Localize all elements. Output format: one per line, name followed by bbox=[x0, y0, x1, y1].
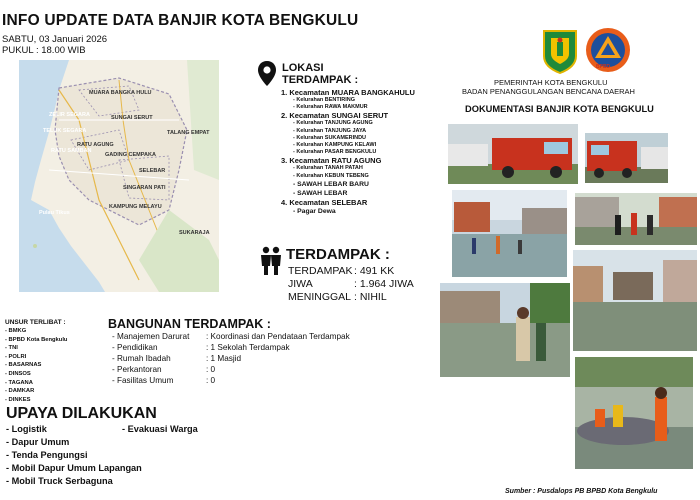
kelurahan-item: - Kelurahan TANJUNG AGUNG bbox=[293, 120, 373, 127]
map-label: SUNGAI SERUT bbox=[111, 115, 153, 121]
upaya-item: - Evakuasi Warga bbox=[122, 424, 198, 434]
source-note: Sumber : Pusdalops PB BPBD Kota Bengkulu bbox=[505, 488, 658, 495]
photo-rubber-boat bbox=[575, 357, 693, 469]
location-pin-icon bbox=[257, 60, 277, 88]
terdampak-title: TERDAMPAK : bbox=[286, 246, 390, 263]
bangunan-label: - Manajemen Darurat bbox=[112, 332, 190, 341]
upaya-title: UPAYA DILAKUKAN bbox=[6, 405, 157, 422]
photo-rescue-team bbox=[575, 193, 697, 245]
map-label: SINGARAN PATI bbox=[123, 185, 166, 191]
unsur-title: UNSUR TERLIBAT : bbox=[5, 319, 66, 326]
upaya-item: - Mobil Dapur Umum Lapangan bbox=[6, 463, 142, 473]
kelurahan-item: - Kelurahan BENTIRING bbox=[293, 97, 356, 103]
kelurahan-item: - Kelurahan PASAR BENGKULU bbox=[293, 149, 377, 156]
lokasi-subtitle: TERDAMPAK : bbox=[282, 74, 359, 86]
page-title: INFO UPDATE DATA BANJIR KOTA BENGKULU bbox=[2, 12, 359, 29]
kelurahan-item: - Kelurahan RAWA MAKMUR bbox=[293, 104, 368, 111]
kelurahan-item: - Kelurahan TANAH PATAH bbox=[293, 165, 363, 172]
bangunan-title: BANGUNAN TERDAMPAK : bbox=[108, 317, 271, 331]
kelurahan-item: - Kelurahan KEBUN TEBENG bbox=[293, 172, 369, 179]
terdampak-value: : 491 KK bbox=[354, 265, 395, 277]
unsur-item: - DINSOS bbox=[5, 370, 31, 377]
terdampak-row bbox=[288, 291, 387, 303]
upaya-item: - Dapur Umum bbox=[6, 437, 70, 447]
dokumentasi-title: DOKUMENTASI BANJIR KOTA BENGKULU bbox=[465, 104, 654, 114]
terdampak-row bbox=[288, 278, 414, 290]
map-label: SELEBAR bbox=[139, 168, 166, 174]
photo-flooded-houses bbox=[573, 250, 697, 351]
map-label: KAMPUNG MELAYU bbox=[109, 204, 162, 210]
unsur-item: - BPBD Kota Bengkulu bbox=[5, 336, 68, 343]
bangunan-value: : 0 bbox=[206, 365, 216, 374]
bangunan-value: : 1 Masjid bbox=[206, 354, 242, 363]
bangunan-row bbox=[112, 332, 350, 341]
terdampak-value: : NIHIL bbox=[354, 291, 387, 303]
terdampak-label: TERDAMPAK bbox=[288, 265, 353, 277]
kota-bengkulu-logo-icon bbox=[541, 28, 579, 74]
bangunan-value: : 0 bbox=[206, 376, 216, 385]
unsur-item: - BMKG bbox=[5, 328, 27, 334]
upaya-item: - Logistik bbox=[6, 424, 47, 434]
unsur-item: - DINKES bbox=[5, 396, 31, 403]
map-label: SUKARAJA bbox=[179, 230, 210, 236]
bangunan-row bbox=[112, 343, 290, 352]
photo-flood-survey bbox=[440, 283, 570, 377]
gov-line-2: BADAN PENANGGULANGAN BENCANA DAERAH bbox=[462, 87, 635, 96]
map-label: RATU SAMBAN bbox=[51, 148, 92, 154]
map-label: TELUK SEGARA bbox=[43, 128, 87, 134]
unsur-list bbox=[5, 327, 67, 404]
people-icon bbox=[258, 246, 284, 276]
bangunan-row bbox=[112, 354, 242, 363]
terdampak-label: MENINGGAL bbox=[288, 291, 352, 303]
report-time: PUKUL : 18.00 WIB bbox=[2, 45, 86, 56]
bpbd-logo-text: BPBD bbox=[596, 64, 611, 70]
upaya-item: - Tenda Pengungsi bbox=[6, 450, 88, 460]
upaya-item: - Mobil Truck Serbaguna bbox=[6, 476, 113, 486]
unsur-item: - DAMKAR bbox=[5, 388, 35, 395]
bangunan-row bbox=[112, 376, 216, 385]
bangunan-row bbox=[112, 365, 216, 374]
unsur-item: - TNI bbox=[5, 345, 18, 352]
kecamatan-list bbox=[281, 88, 451, 216]
city-map bbox=[19, 60, 219, 292]
kelurahan-item: - SAWAH LEBAR bbox=[293, 189, 348, 197]
unsur-item: - POLRI bbox=[5, 353, 27, 360]
photo-fire-truck-2 bbox=[585, 133, 668, 183]
kecamatan-name: 3. Kecamatan RATU AGUNG bbox=[281, 156, 382, 166]
map-label: TALANG EMPAT bbox=[167, 130, 210, 136]
map-label: MUARA BANGKA HULU bbox=[89, 90, 152, 96]
kelurahan-item: - SAWAH LEBAR BARU bbox=[293, 180, 369, 188]
gov-line-1: PEMERINTAH KOTA BENGKULU bbox=[494, 78, 608, 87]
terdampak-row bbox=[288, 265, 395, 277]
bangunan-label: - Pendidikan bbox=[112, 343, 158, 352]
bangunan-label: - Perkantoran bbox=[112, 365, 162, 374]
bangunan-label: - Rumah Ibadah bbox=[112, 354, 171, 363]
kecamatan-name: 2. Kecamatan SUNGAI SERUT bbox=[281, 111, 389, 121]
bangunan-value: : Koordinasi dan Pendataan Terdampak bbox=[206, 332, 350, 341]
photo-fire-truck bbox=[448, 124, 578, 184]
kelurahan-item: - Kelurahan SUKAMERINDU bbox=[293, 134, 367, 141]
map-label: Pulau Tikus bbox=[39, 210, 70, 216]
kecamatan-name: 1. Kecamatan MUARA BANGKAHULU bbox=[281, 88, 415, 97]
photo-flooded-street bbox=[452, 190, 567, 277]
bangunan-label: - Fasilitas Umum bbox=[112, 376, 174, 385]
map-label: GADING CEMPAKA bbox=[105, 152, 156, 158]
terdampak-label: JIWA bbox=[288, 278, 313, 290]
bangunan-value: : 1 Sekolah Terdampak bbox=[206, 343, 290, 352]
map-label: ZELIR SEGARA bbox=[49, 112, 90, 118]
lokasi-title: LOKASI bbox=[282, 62, 324, 74]
map-label: RATU AGUNG bbox=[77, 142, 114, 148]
report-date: SABTU, 03 Januari 2026 bbox=[2, 34, 108, 45]
kelurahan-item: - Kelurahan KAMPUNG KELAWI bbox=[293, 142, 377, 149]
kecamatan-name: 4. Kecamatan SELEBAR bbox=[281, 197, 368, 207]
unsur-item: - BASARNAS bbox=[5, 362, 42, 369]
unsur-item: - TAGANA bbox=[5, 379, 33, 386]
kelurahan-item: - Kelurahan TANJUNG JAYA bbox=[293, 127, 367, 134]
kelurahan-item: - Pagar Dewa bbox=[293, 207, 336, 215]
terdampak-value: : 1.964 JIWA bbox=[354, 278, 414, 290]
